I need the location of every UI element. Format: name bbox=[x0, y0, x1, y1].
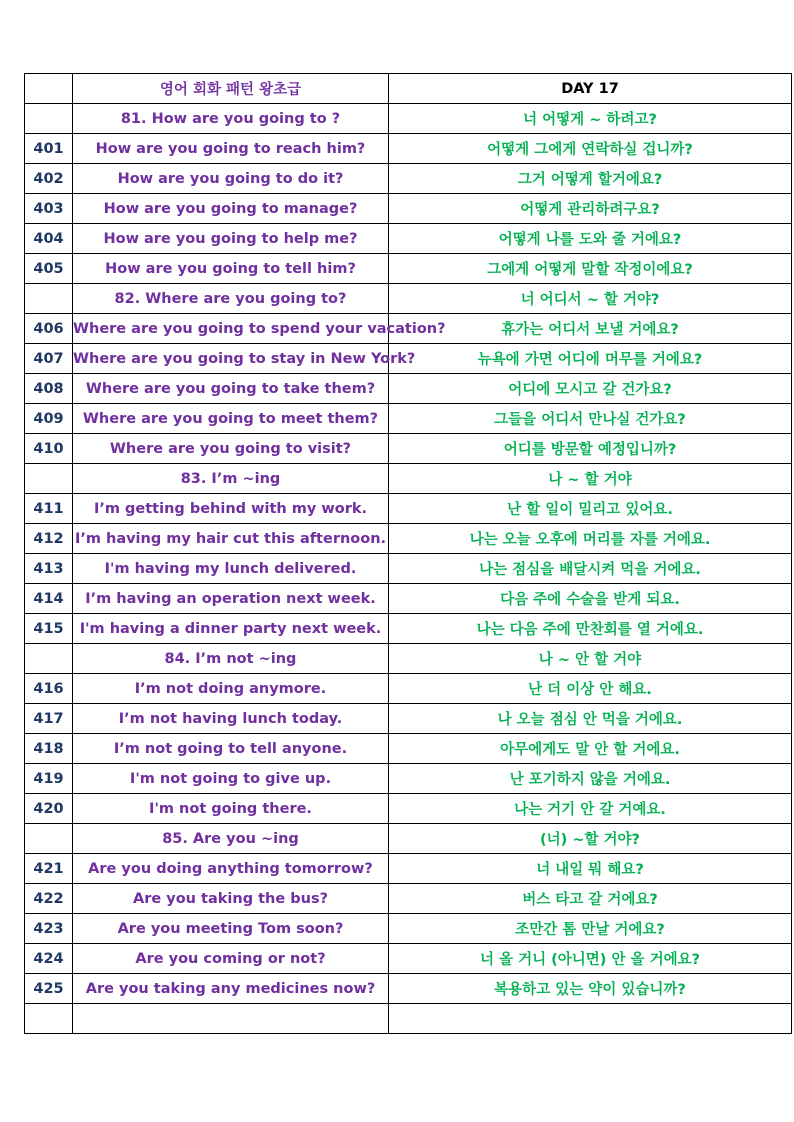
section-title-ko: (너) ~할 거야? bbox=[389, 824, 792, 854]
korean-sentence: 어떻게 나를 도와 줄 거에요? bbox=[389, 224, 792, 254]
english-text: 81. How are you going to ? bbox=[120, 110, 341, 127]
english-text: I'm not going to give up. bbox=[129, 770, 332, 787]
korean-sentence: 다음 주에 수술을 받게 되요. bbox=[389, 584, 792, 614]
english-sentence bbox=[73, 704, 389, 734]
english-sentence bbox=[73, 974, 389, 1004]
english-sentence bbox=[73, 494, 389, 524]
english-sentence bbox=[73, 374, 389, 404]
item-number bbox=[25, 824, 73, 854]
english-sentence bbox=[73, 614, 389, 644]
table-row bbox=[25, 164, 792, 194]
table-row bbox=[25, 404, 792, 434]
table-row bbox=[25, 734, 792, 764]
english-text: I’m getting behind with my work. bbox=[93, 500, 368, 517]
item-number: 423 bbox=[25, 914, 73, 944]
english-text: How are you going to tell him? bbox=[105, 260, 356, 277]
header-title: 영어 회화 패턴 왕초급 bbox=[73, 74, 389, 104]
section-title-en bbox=[73, 644, 389, 674]
item-number: 404 bbox=[25, 224, 73, 254]
section-title-ko: 너 어디서 ~ 할 거야? bbox=[389, 284, 792, 314]
english-sentence bbox=[73, 524, 389, 554]
korean-sentence: 나 오늘 점심 안 먹을 거에요. bbox=[389, 704, 792, 734]
korean-sentence: 조만간 톰 만날 거에요? bbox=[389, 914, 792, 944]
english-sentence bbox=[73, 734, 389, 764]
korean-sentence: 난 더 이상 안 해요. bbox=[389, 674, 792, 704]
section-title-en bbox=[73, 104, 389, 134]
item-number: 420 bbox=[25, 794, 73, 824]
korean-sentence: 복용하고 있는 약이 있습니까? bbox=[389, 974, 792, 1004]
english-text: I’m not going to tell anyone. bbox=[113, 740, 348, 757]
english-text: Where are you going to take them? bbox=[85, 380, 376, 397]
item-number: 418 bbox=[25, 734, 73, 764]
english-sentence bbox=[73, 914, 389, 944]
english-text: How are you going to manage? bbox=[103, 200, 358, 217]
section-title-en bbox=[73, 824, 389, 854]
item-number: 419 bbox=[25, 764, 73, 794]
korean-sentence: 나는 점심을 배달시켜 먹을 거에요. bbox=[389, 554, 792, 584]
section-title-en bbox=[73, 464, 389, 494]
item-number: 414 bbox=[25, 584, 73, 614]
english-sentence bbox=[73, 764, 389, 794]
table-row bbox=[25, 344, 792, 374]
table-row bbox=[25, 254, 792, 284]
table-row bbox=[25, 674, 792, 704]
english-text: 85. Are you ~ing bbox=[162, 830, 299, 847]
english-text: I’m having my hair cut this afternoon. bbox=[74, 530, 387, 547]
blank-row bbox=[25, 1004, 792, 1034]
korean-sentence: 어떻게 관리하려구요? bbox=[389, 194, 792, 224]
english-text: 83. I’m ~ing bbox=[180, 470, 281, 487]
table-row bbox=[25, 884, 792, 914]
korean-sentence: 너 올 거니 (아니면) 안 올 거에요? bbox=[389, 944, 792, 974]
korean-sentence: 너 내일 뭐 해요? bbox=[389, 854, 792, 884]
header-day: DAY 17 bbox=[389, 74, 792, 104]
english-text: Are you doing anything tomorrow? bbox=[88, 860, 373, 877]
item-number: 412 bbox=[25, 524, 73, 554]
korean-sentence: 난 할 일이 밀리고 있어요. bbox=[389, 494, 792, 524]
english-sentence bbox=[73, 434, 389, 464]
english-text: How are you going to do it? bbox=[117, 170, 344, 187]
english-sentence bbox=[73, 854, 389, 884]
table-row bbox=[25, 194, 792, 224]
english-text: Are you meeting Tom soon? bbox=[117, 920, 344, 937]
table-row bbox=[25, 494, 792, 524]
item-number: 422 bbox=[25, 884, 73, 914]
item-number: 425 bbox=[25, 974, 73, 1004]
english-sentence bbox=[73, 584, 389, 614]
item-number: 421 bbox=[25, 854, 73, 884]
table-row bbox=[25, 374, 792, 404]
section-title-ko: 너 어떻게 ~ 하려고? bbox=[389, 104, 792, 134]
section-row bbox=[25, 464, 792, 494]
section-row bbox=[25, 824, 792, 854]
item-number bbox=[25, 284, 73, 314]
english-sentence bbox=[73, 794, 389, 824]
english-sentence bbox=[73, 164, 389, 194]
english-sentence bbox=[73, 1004, 389, 1034]
table-row bbox=[25, 314, 792, 344]
korean-sentence: 나는 거기 안 갈 거예요. bbox=[389, 794, 792, 824]
korean-sentence: 그들을 어디서 만나실 건가요? bbox=[389, 404, 792, 434]
korean-sentence: 어디를 방문할 예정입니까? bbox=[389, 434, 792, 464]
section-row bbox=[25, 104, 792, 134]
korean-sentence: 나는 다음 주에 만찬회를 열 거에요. bbox=[389, 614, 792, 644]
item-number: 407 bbox=[25, 344, 73, 374]
english-text: Are you taking any medicines now? bbox=[85, 980, 376, 997]
item-number: 402 bbox=[25, 164, 73, 194]
table-row bbox=[25, 614, 792, 644]
english-sentence bbox=[73, 134, 389, 164]
english-text: 82. Where are you going to? bbox=[114, 290, 347, 307]
section-title-ko: 나 ~ 안 할 거야 bbox=[389, 644, 792, 674]
korean-sentence: 어떻게 그에게 연락하실 겁니까? bbox=[389, 134, 792, 164]
header-num-cell bbox=[25, 74, 73, 104]
table-row bbox=[25, 794, 792, 824]
table-row bbox=[25, 554, 792, 584]
table-row bbox=[25, 524, 792, 554]
table-row bbox=[25, 584, 792, 614]
english-text: How are you going to reach him? bbox=[95, 140, 366, 157]
korean-sentence bbox=[389, 1004, 792, 1034]
item-number: 424 bbox=[25, 944, 73, 974]
english-text: I'm having a dinner party next week. bbox=[79, 620, 382, 637]
item-number: 413 bbox=[25, 554, 73, 584]
korean-sentence: 아무에게도 말 안 할 거에요. bbox=[389, 734, 792, 764]
english-sentence bbox=[73, 884, 389, 914]
korean-sentence: 휴가는 어디서 보낼 거에요? bbox=[389, 314, 792, 344]
english-sentence bbox=[73, 674, 389, 704]
section-title-ko: 나 ~ 할 거야 bbox=[389, 464, 792, 494]
item-number: 415 bbox=[25, 614, 73, 644]
item-number: 408 bbox=[25, 374, 73, 404]
english-sentence bbox=[73, 554, 389, 584]
korean-sentence: 그거 어떻게 할거에요? bbox=[389, 164, 792, 194]
korean-sentence: 버스 타고 갈 거에요? bbox=[389, 884, 792, 914]
table-row bbox=[25, 134, 792, 164]
table-row bbox=[25, 224, 792, 254]
header-row bbox=[25, 74, 792, 104]
item-number: 411 bbox=[25, 494, 73, 524]
item-number: 416 bbox=[25, 674, 73, 704]
section-title-en bbox=[73, 284, 389, 314]
english-text: I’m having an operation next week. bbox=[85, 590, 376, 607]
korean-sentence: 어디에 모시고 갈 건가요? bbox=[389, 374, 792, 404]
korean-sentence: 뉴욕에 가면 어디에 머무를 거에요? bbox=[389, 344, 792, 374]
section-row bbox=[25, 284, 792, 314]
english-text: Where are you going to meet them? bbox=[82, 410, 379, 427]
table-row bbox=[25, 914, 792, 944]
english-text: Where are you going to stay in New York? bbox=[73, 350, 416, 367]
item-number bbox=[25, 104, 73, 134]
english-text: Are you coming or not? bbox=[135, 950, 326, 967]
english-sentence bbox=[73, 224, 389, 254]
table-row bbox=[25, 944, 792, 974]
item-number bbox=[25, 1004, 73, 1034]
item-number: 406 bbox=[25, 314, 73, 344]
item-number: 405 bbox=[25, 254, 73, 284]
english-sentence bbox=[73, 404, 389, 434]
english-sentence bbox=[73, 944, 389, 974]
item-number: 403 bbox=[25, 194, 73, 224]
table-row bbox=[25, 974, 792, 1004]
korean-sentence: 그에게 어떻게 말할 작정이에요? bbox=[389, 254, 792, 284]
english-sentence bbox=[73, 194, 389, 224]
english-text: Are you taking the bus? bbox=[133, 890, 328, 907]
korean-sentence: 난 포기하지 않을 거에요. bbox=[389, 764, 792, 794]
english-text: I’m not doing anymore. bbox=[134, 680, 327, 697]
english-sentence bbox=[73, 254, 389, 284]
table-row bbox=[25, 434, 792, 464]
english-text: Where are you going to visit? bbox=[109, 440, 352, 457]
item-number bbox=[25, 644, 73, 674]
english-text: I’m not having lunch today. bbox=[118, 710, 343, 727]
section-row bbox=[25, 644, 792, 674]
item-number: 401 bbox=[25, 134, 73, 164]
pattern-table bbox=[24, 73, 792, 1034]
table-row bbox=[25, 704, 792, 734]
english-text: 84. I’m not ~ing bbox=[164, 650, 297, 667]
table-row bbox=[25, 764, 792, 794]
english-text: Where are you going to spend your vacation? bbox=[73, 320, 446, 337]
english-text: I'm not going there. bbox=[149, 800, 312, 817]
table-row bbox=[25, 854, 792, 884]
korean-sentence: 나는 오늘 오후에 머리를 자를 거에요. bbox=[389, 524, 792, 554]
item-number: 410 bbox=[25, 434, 73, 464]
item-number bbox=[25, 464, 73, 494]
english-sentence bbox=[73, 344, 416, 374]
english-sentence bbox=[73, 314, 446, 344]
english-text: How are you going to help me? bbox=[103, 230, 358, 247]
item-number: 409 bbox=[25, 404, 73, 434]
english-text: I'm having my lunch delivered. bbox=[104, 560, 357, 577]
item-number: 417 bbox=[25, 704, 73, 734]
